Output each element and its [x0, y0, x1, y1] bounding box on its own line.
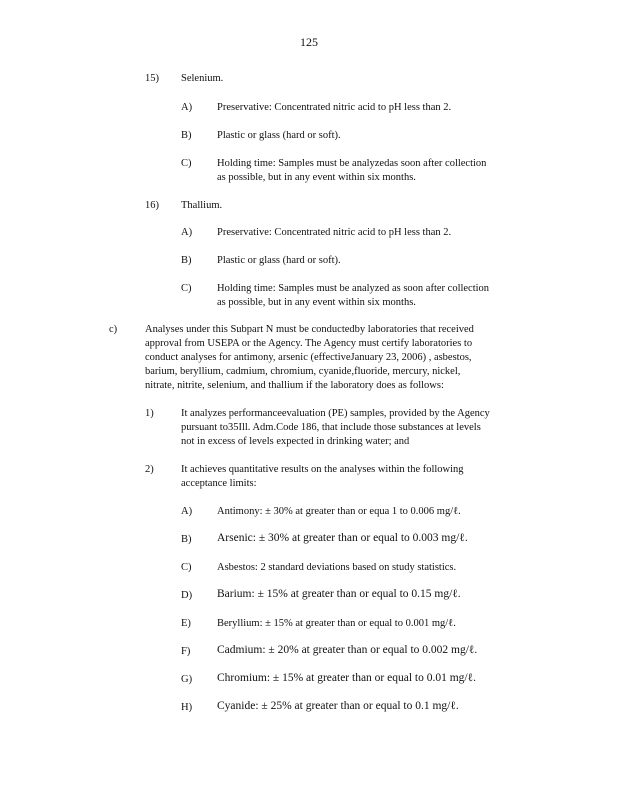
sub-1-line: It analyzes performanceevaluation (PE) samples, provided by the Agency: [181, 408, 490, 419]
limit-label: B): [181, 534, 192, 545]
item-16-c-line-2: as possible, but in any event within six months.: [217, 297, 416, 308]
limit-beryllium: Beryllium: ± 15% at greater than or equal to 0.001 mg/ℓ.: [217, 618, 456, 629]
item-16-a-label: A): [181, 227, 193, 238]
item-16-b-label: B): [181, 255, 192, 266]
limit-label: D): [181, 590, 193, 601]
page-number: 125: [300, 35, 318, 49]
limit-label: F): [181, 646, 191, 657]
sub-1-line: not in excess of levels expected in drinking water; and: [181, 436, 410, 447]
section-c-line: approval from USEPA or the Agency. The Agency must certify laboratories to: [145, 338, 473, 349]
sub-2-line: acceptance limits:: [181, 478, 257, 489]
section-c-line: nitrate, nitrite, selenium, and thallium if the laboratory does as follows:: [145, 380, 444, 391]
item-16-b-text: Plastic or glass (hard or soft).: [217, 255, 341, 266]
limit-barium: Barium: ± 15% at greater than or equal to 0.15 mg/ℓ.: [217, 588, 461, 600]
limit-label: C): [181, 562, 192, 573]
item-15-b-label: B): [181, 130, 192, 141]
limit-label: H): [181, 702, 193, 713]
limit-cadmium: Cadmium: ± 20% at greater than or equal to 0.002 mg/ℓ.: [217, 644, 478, 656]
item-15-a-label: A): [181, 102, 193, 113]
limit-label: A): [181, 506, 193, 517]
sub-1-line: pursuant to35Ill. Adm.Code 186, that include those substances at levels: [181, 422, 481, 433]
section-c-line: conduct analyses for antimony, arsenic (effectiveJanuary 23, 2006) , asbestos,: [145, 352, 472, 363]
section-c-line: Analyses under this Subpart N must be conductedby laboratories that received: [145, 324, 474, 335]
sub-2-line: It achieves quantitative results on the analyses within the following: [181, 464, 464, 475]
limit-chromium: Chromium: ± 15% at greater than or equal to 0.01 mg/ℓ.: [217, 672, 477, 684]
item-15-c-line-2: as possible, but in any event within six months.: [217, 172, 416, 183]
item-15-number: 15): [145, 73, 159, 84]
limit-antimony: Antimony: ± 30% at greater than or equa 1 to 0.006 mg/ℓ.: [217, 506, 461, 517]
sub-1-label: 1): [145, 408, 154, 419]
limit-arsenic: Arsenic: ± 30% at greater than or equal to 0.003 mg/ℓ.: [217, 532, 468, 544]
item-16-a-text: Preservative: Concentrated nitric acid to pH less than 2.: [217, 227, 452, 238]
item-16-c-label: C): [181, 283, 192, 294]
limit-cyanide: Cyanide: ± 25% at greater than or equal to 0.1 mg/ℓ.: [217, 700, 459, 712]
limit-label: E): [181, 618, 191, 629]
sub-2-label: 2): [145, 464, 154, 475]
limit-label: G): [181, 674, 193, 685]
limit-asbestos: Asbestos: 2 standard deviations based on study statistics.: [217, 562, 457, 573]
item-16-c-line-1: Holding time: Samples must be analyzed as soon after collection: [217, 283, 490, 294]
section-c-line: barium, beryllium, cadmium, chromium, cyanide,fluoride, mercury, nickel,: [145, 366, 461, 377]
item-16-title: Thallium.: [181, 200, 223, 211]
item-15-a-text: Preservative: Concentrated nitric acid to pH less than 2.: [217, 102, 452, 113]
section-c-label: c): [109, 324, 118, 335]
item-15-c-line-1: Holding time: Samples must be analyzedas soon after collection: [217, 158, 487, 169]
item-15-title: Selenium.: [181, 73, 224, 84]
item-15-c-label: C): [181, 158, 192, 169]
item-16-number: 16): [145, 200, 159, 211]
item-15-b-text: Plastic or glass (hard or soft).: [217, 130, 341, 141]
